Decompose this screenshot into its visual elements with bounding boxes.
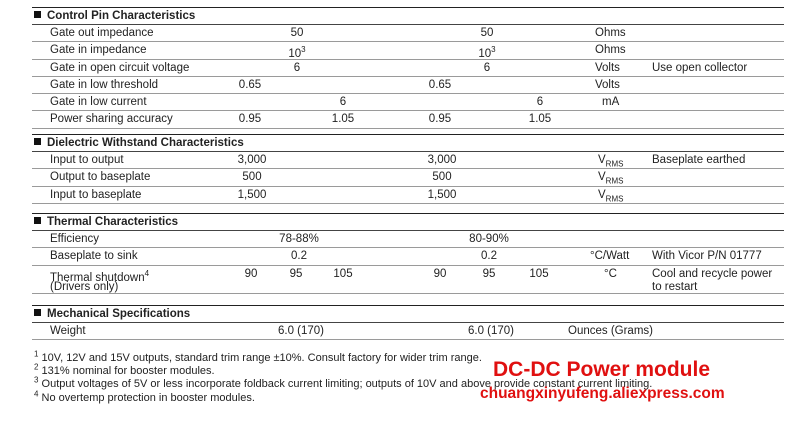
section-title: Thermal Characteristics [32, 213, 784, 231]
footnote: $^3$ Output voltages of 5V or less incorporate foldback current limiting; outputs of 10V and above provide constant current limiting. [34, 375, 653, 391]
footnote: $^1$ 10V, 12V and 15V outputs, standard trim range ±10%. Consult factory for wider trim range. [34, 349, 482, 364]
bullet-square-icon [34, 138, 41, 145]
bullet-square-icon [34, 11, 41, 18]
control-pin-section [32, 7, 784, 129]
dielectric-section [32, 134, 784, 204]
section-title: Control Pin Characteristics [32, 7, 784, 25]
table-row: Gate out impedance 50 50 Ohms [32, 25, 784, 42]
table-row: Weight 6.0 (170) 6.0 (170) Ounces (Grams) [32, 323, 784, 340]
thermal-section [32, 213, 784, 294]
table-row: Power sharing accuracy 0.95 1.05 0.95 1.05 [32, 111, 784, 128]
footnote: $^2$ 131% nominal for booster modules. [34, 362, 215, 378]
table-row: Gate in impedance $10^3$ $10^3$ Ohms [32, 42, 784, 59]
table-row: Efficiency 78-88% 80-90% [32, 231, 784, 248]
section-title: Mechanical Specifications [32, 305, 784, 323]
bullet-square-icon [34, 309, 41, 316]
section-title: Dielectric Withstand Characteristics [32, 134, 784, 152]
table-row: Thermal shutdown$^4$ (Drivers only) 90 95 105 90 95 105 °C Cool and recycle power to restart [32, 266, 784, 294]
table-row: Output to baseplate 500 500 $V_{RMS}$ [32, 169, 784, 186]
table-row: Input to baseplate 1,500 1,500 $V_{RMS}$ [32, 187, 784, 204]
table-row: Gate in open circuit voltage 6 6 Volts Use open collector [32, 60, 784, 77]
mechanical-section [32, 305, 784, 340]
table-row: Baseplate to sink 0.2 0.2 °C/Watt With Vicor P/N 01777 [32, 248, 784, 265]
table-row: Gate in low current 6 6 mA [32, 94, 784, 111]
watermark-url: chuangxinyufeng.aliexpress.com [480, 385, 725, 402]
bullet-square-icon [34, 217, 41, 224]
footnote: $^4$ No overtemp protection in booster modules. [34, 388, 255, 404]
watermark-title: DC-DC Power module [493, 358, 711, 381]
table-row: Input to output 3,000 3,000 $V_{RMS}$ Baseplate earthed [32, 152, 784, 169]
table-row: Gate in low threshold 0.65 0.65 Volts [32, 77, 784, 94]
